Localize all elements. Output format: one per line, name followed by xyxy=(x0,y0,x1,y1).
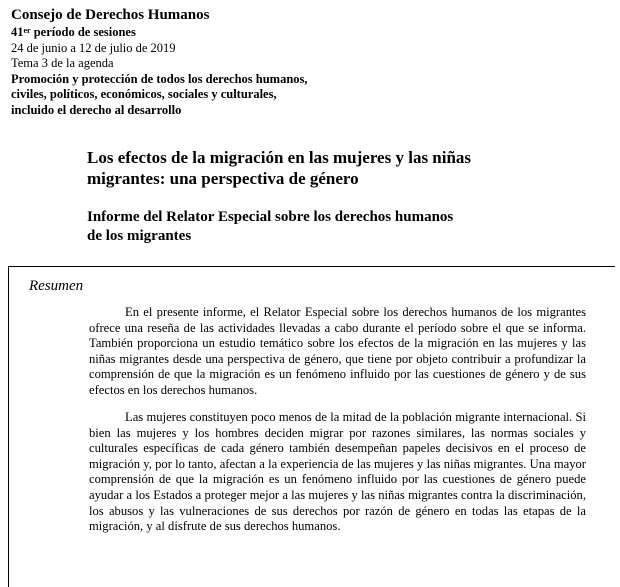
session-ordinal-suffix: er xyxy=(23,26,31,35)
summary-label: Resumen xyxy=(29,278,84,294)
summary-paragraph: Las mujeres constituyen poco menos de la mitad de la población migrante internacional. Si bien las mujeres y los hombres deciden migrar por razones similares, las normas sociales y culturales específicas de cada género también desempeñan papeles decisivos en el proceso de migración y, por lo tanto, afectan a la experiencia de las mujeres y las niñas migrantes. Una mayor comprensión de que la migración es un fenómeno influido por las cuestiones de género puede ayudar a los Estados a proteger mejor a las mujeres y las niñas migrantes contra la discriminación, los abusos y las vulneraciones de sus derechos por razón de género en todas las etapas de la migración, y al disfrute de sus derechos humanos. xyxy=(89,410,586,534)
subtitle-line: de los migrantes xyxy=(87,228,192,244)
session-line xyxy=(11,25,411,41)
session-text: período de sesiones xyxy=(30,25,136,39)
agenda-title-line: civiles, políticos, económicos, sociales y culturales, xyxy=(11,87,277,101)
report-title: Los efectos de la migración en las mujeres y las niñas migrantes: una perspectiva de género xyxy=(87,148,472,188)
organization-name: Consejo de Derechos Humanos xyxy=(11,7,210,23)
summary-paragraph: En el presente informe, el Relator Especial sobre los derechos humanos de los migrantes ofrece una reseña de las actividades llevadas a cabo durante el período sobre el que se informa. También proporciona un estudio temático sobre los efectos de la migración en las mujeres y las niñas migrantes desde una perspectiva de género, que tiene por objeto contribuir a profundizar la comprensión de que la migración es un fenómeno influido por las cuestiones de género y de sus efectos en los derechos humanos. xyxy=(89,305,586,397)
subtitle-line: Informe del Relator Especial sobre los derechos humanos xyxy=(87,209,454,225)
session-dates: 24 de junio a 12 de julio de 2019 xyxy=(11,40,176,55)
document-header xyxy=(11,6,411,118)
agenda-item: Tema 3 de la agenda xyxy=(11,56,114,70)
report-subtitle xyxy=(87,208,507,246)
agenda-title-line: Promoción y protección de todos los derechos humanos, xyxy=(11,71,308,86)
summary-box xyxy=(8,266,615,587)
session-number: 41 xyxy=(11,25,24,39)
agenda-title-line: incluido el derecho al desarrollo xyxy=(11,102,182,117)
